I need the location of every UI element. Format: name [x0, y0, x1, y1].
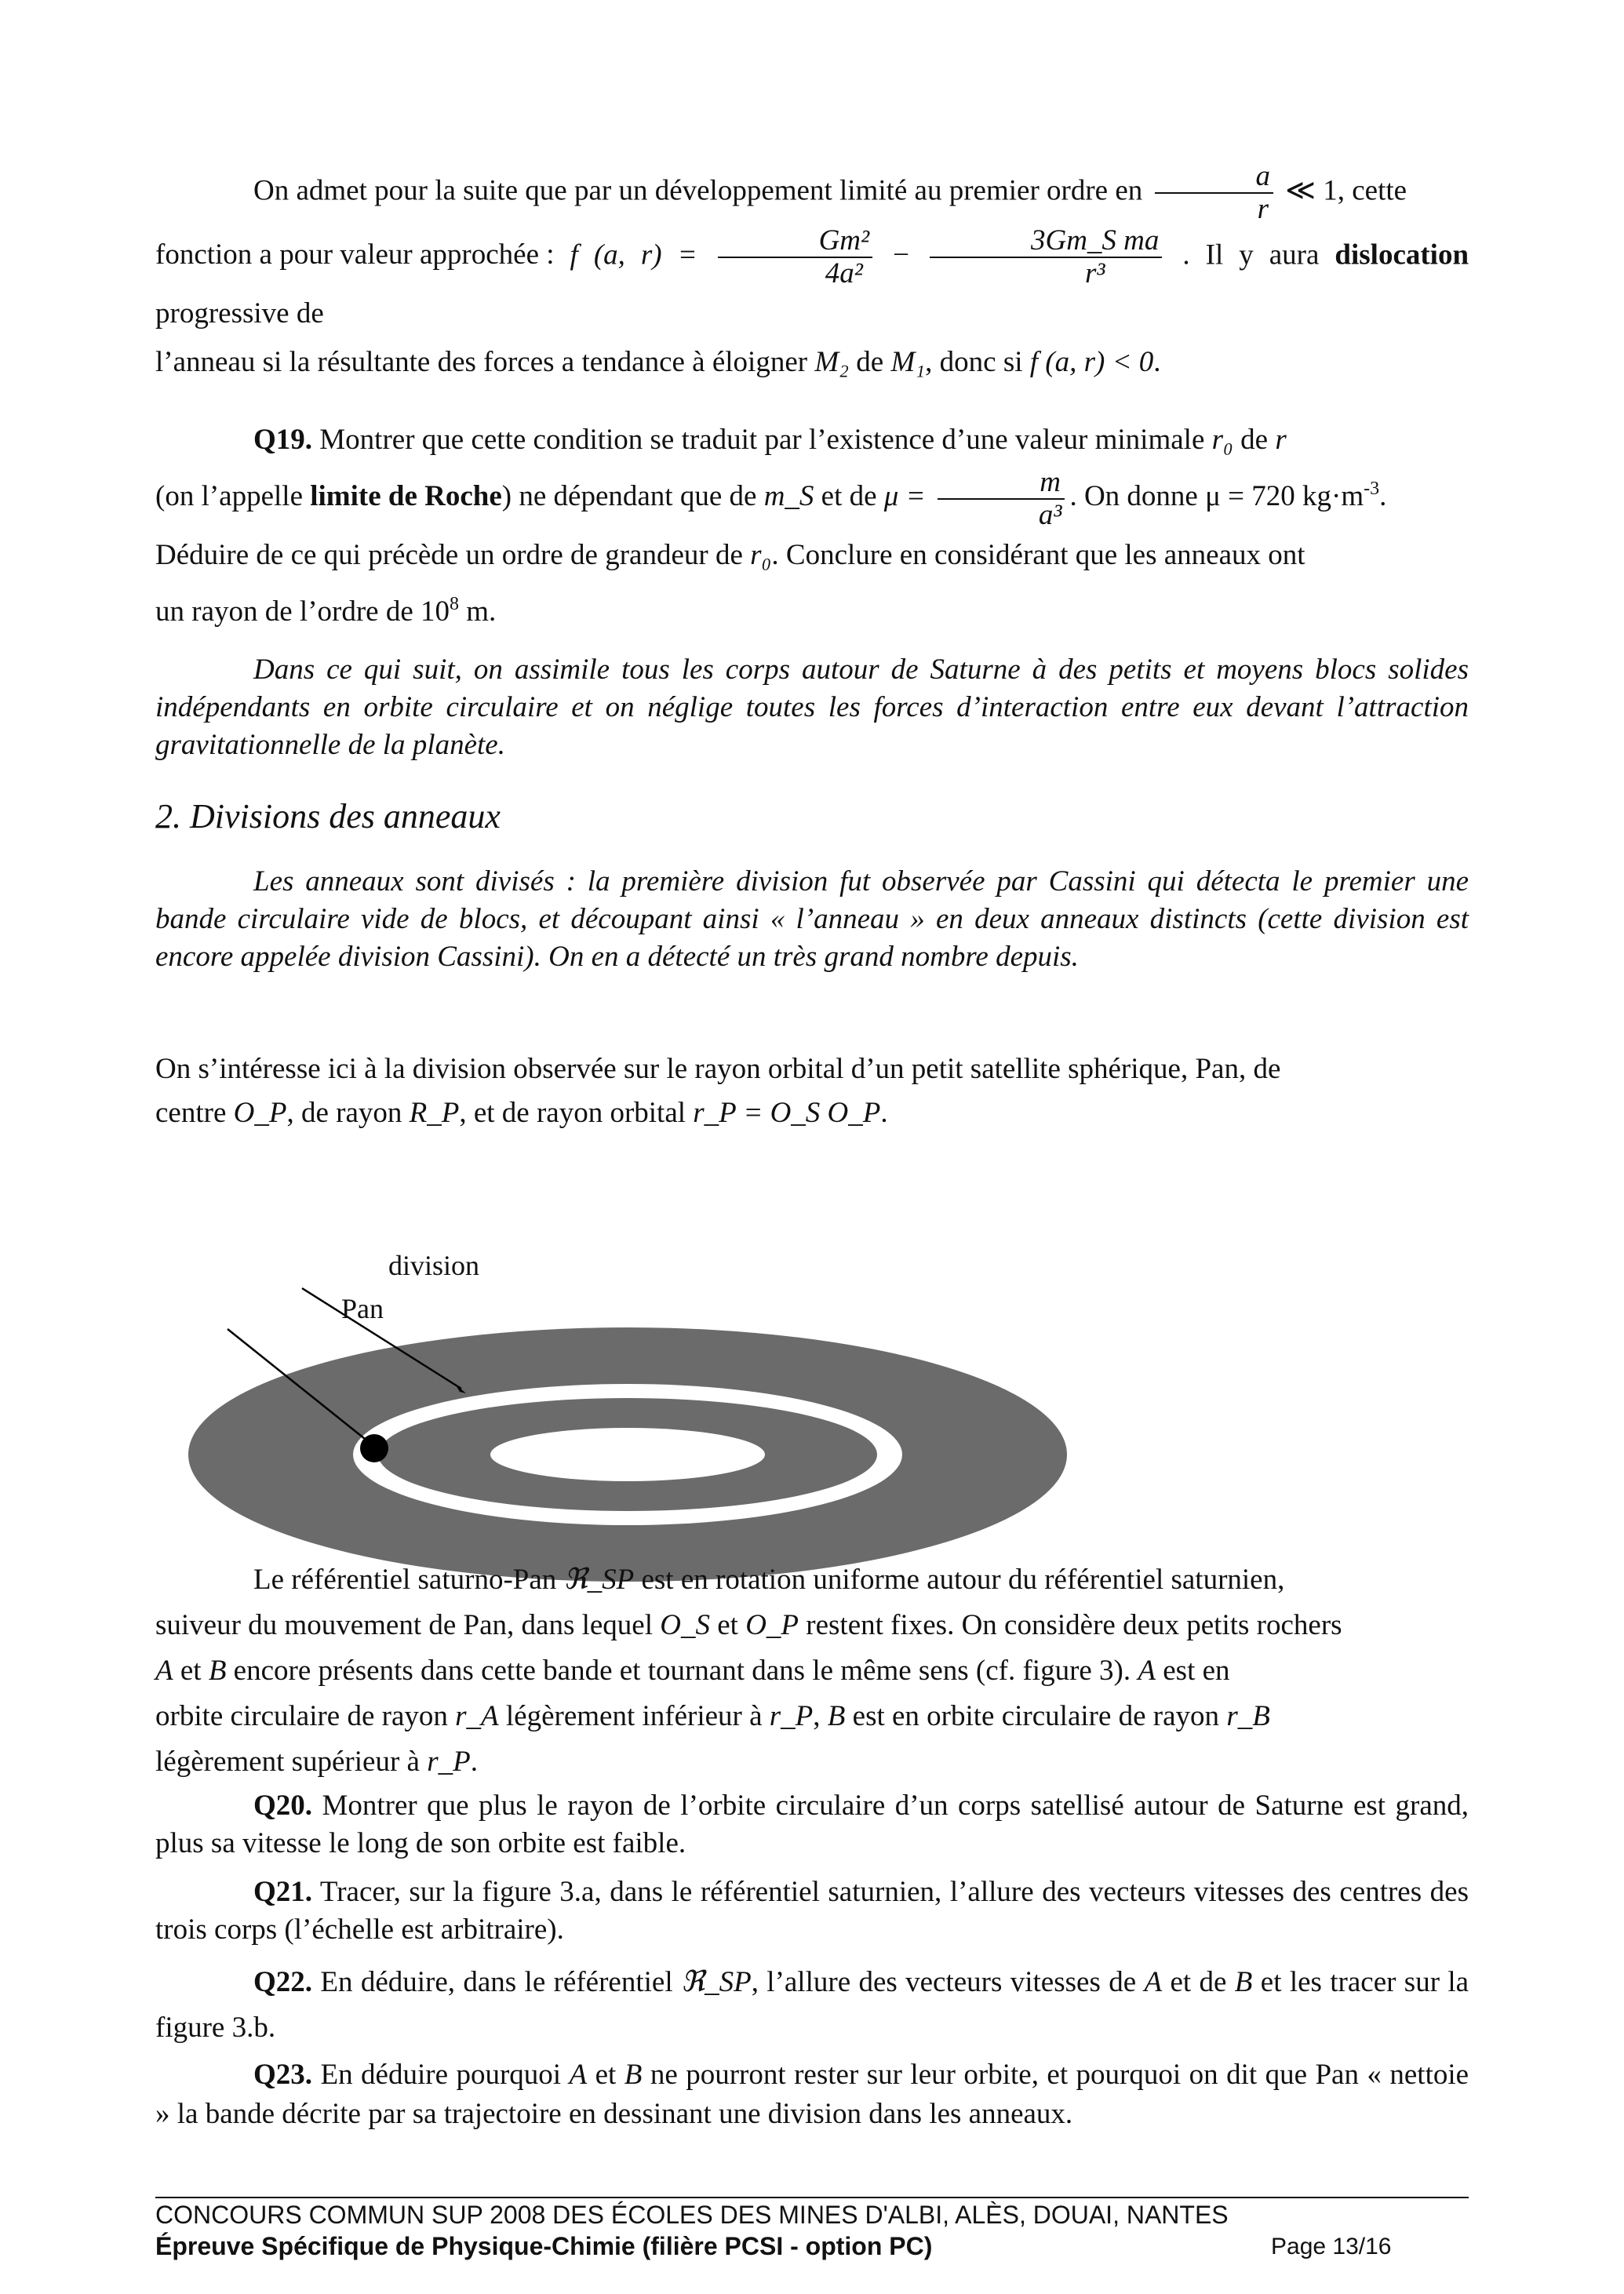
text: orbite circulaire de rayon [155, 1700, 448, 1732]
paragraph-referentiel [155, 1557, 1469, 1785]
dislocation-term: dislocation [1335, 239, 1469, 271]
text: En déduire pourquoi [320, 2059, 562, 2091]
fraction-term2: $\frac{\text{3Gm\_S ma}}{\text{r³}}$ [930, 225, 1162, 289]
text: et de [821, 480, 877, 512]
math-rP: r_P [427, 1746, 471, 1778]
roche-limit-term: limite de Roche [310, 480, 502, 512]
fraction-a-over-r: $\frac{a}{r}$ [1155, 161, 1274, 225]
footer-exam: Épreuve Spécifique de Physique-Chimie (filière PCSI - option PC) [155, 2232, 933, 2260]
text: . Il y aura [1182, 239, 1320, 271]
math-RP: R_P [409, 1097, 460, 1129]
exponent: -3 [1364, 479, 1380, 499]
text: . Conclure en considérant que les anneaux ont [771, 538, 1305, 571]
text: , l’allure des vecteurs vitesses de [751, 1966, 1137, 1998]
footer-divider [155, 2197, 1469, 2198]
fraction-mu: $\frac{m}{\text{a³}}$ [938, 467, 1065, 531]
rings-figure [180, 1247, 1067, 1585]
math-OP: O_P [233, 1097, 287, 1129]
math-R-SP: ℜ_SP [680, 1966, 752, 1998]
text: ) ne dépendant que de [501, 480, 757, 512]
text: , et de rayon orbital [459, 1097, 686, 1129]
math-A: A [1144, 1966, 1163, 1998]
math-A: A [155, 1655, 173, 1687]
section-title: 2. Divisions des anneaux [155, 797, 501, 836]
minus: − [893, 239, 909, 271]
text: , [813, 1700, 821, 1732]
text: . [880, 1097, 888, 1129]
math-rP: r_P [769, 1700, 814, 1732]
text: un rayon de l’ordre de 10 [155, 595, 450, 628]
text: (on l’appelle [155, 480, 303, 512]
question-label: Q21. [253, 1876, 313, 1908]
text: Déduire de ce qui précède un ordre de grandeur de [155, 538, 743, 571]
math-B: B [1234, 1966, 1253, 1998]
text: et les tracer sur la figure 3.b. [155, 1966, 1469, 2044]
text: et [180, 1655, 202, 1687]
text: , donc si [925, 346, 1023, 378]
question-label: Q20. [253, 1790, 313, 1822]
text: est en orbite circulaire de rayon [852, 1700, 1220, 1732]
question-q21 [155, 1873, 1469, 1949]
text: suiveur du mouvement de Pan, dans lequel [155, 1609, 654, 1641]
fraction-term1: $\frac{\text{Gm²}}{\text{4a²}}$ [718, 225, 873, 289]
text: centre [155, 1097, 227, 1129]
question-q23 [155, 2055, 1469, 2134]
question-label: Q19. [253, 424, 313, 456]
text: de [856, 346, 884, 378]
page-number: Page 13/16 [1271, 2234, 1392, 2259]
math-mu: μ = [883, 480, 926, 512]
text: et de [1170, 1966, 1227, 1998]
math-rP: r_P = O_S O_P [693, 1097, 881, 1129]
math-B: B [208, 1655, 227, 1687]
text: est en rotation uniforme autour du référentiel saturnien, [641, 1564, 1285, 1596]
text: progressive de [155, 297, 324, 330]
text: restent fixes. On considère deux petits rochers [806, 1609, 1342, 1641]
text: On s’intéresse ici à la division observée sur le rayon orbital d’un petit satellite sphérique, Pan, de [155, 1053, 1281, 1085]
math-M2: M₂ [814, 346, 850, 378]
math-r0: r₀ [1211, 424, 1233, 456]
italic-divisions: Les anneaux sont divisés : la première division fut observée par Cassini qui détecta le premier une bande circulaire vide de blocs, et découpant ainsi « l’anneau » en deux anneaux distincts (cette division est encore appelée division Cassini). On en a détecté un très grand nombre depuis. [155, 865, 1469, 973]
paragraph-approximation [155, 161, 1469, 387]
text: Montrer que cette condition se traduit par l’existence d’une valeur minimale [319, 424, 1205, 456]
math-f: f (a, r) = [570, 239, 697, 271]
paragraph-pan [155, 1047, 1469, 1135]
text: ne pourront rester sur leur orbite, et pourquoi on dit que Pan « nettoie » la bande décrite par sa trajectoire en dessinant une division dans les anneaux. [155, 2059, 1469, 2130]
math-r: r [1275, 424, 1287, 456]
question-q22 [155, 1960, 1469, 2051]
math-rB: r_B [1226, 1700, 1270, 1732]
text: ≪ 1, cette [1285, 174, 1407, 207]
text: et [595, 2059, 617, 2091]
question-q19 [155, 416, 1469, 636]
text: On admet pour la suite que par un développement limité au premier ordre en [253, 174, 1143, 207]
text: , de rayon [286, 1097, 402, 1129]
text: fonction a pour valeur approchée : [155, 239, 555, 271]
text: . [1153, 346, 1161, 378]
text: . [1379, 480, 1387, 512]
math-OS: O_S [660, 1609, 710, 1641]
question-text: Tracer, sur la figure 3.a, dans le référentiel saturnien, l’allure des vecteurs vitesses des centres des trois corps (l’échelle est arbitraire). [155, 1876, 1469, 1946]
question-label: Q23. [253, 2059, 313, 2091]
text: et [717, 1609, 738, 1641]
math-rA: r_A [455, 1700, 499, 1732]
text: En déduire, dans le référentiel [320, 1966, 673, 1998]
text: de [1240, 424, 1269, 456]
text: . On donne μ = 720 kg·m [1069, 480, 1364, 512]
text: . [470, 1746, 478, 1778]
text: est en [1163, 1655, 1230, 1687]
question-label: Q22. [253, 1966, 313, 1998]
math-condition: f (a, r) < 0 [1029, 346, 1154, 378]
math-B: B [827, 1700, 846, 1732]
math-r0: r₀ [750, 538, 772, 571]
math-B: B [624, 2059, 643, 2091]
math-A: A [1138, 1655, 1156, 1687]
pan-label: Pan [341, 1293, 384, 1324]
text: légèrement inférieur à [505, 1700, 763, 1732]
text: encore présents dans cette bande et tournant dans le même sens (cf. figure 3). [233, 1655, 1131, 1687]
footer-contest: CONCOURS COMMUN SUP 2008 DES ÉCOLES DES MINES D'ALBI, ALÈS, DOUAI, NANTES [155, 2201, 1229, 2229]
math-mS: m_S [763, 480, 814, 512]
question-text: Montrer que plus le rayon de l’orbite circulaire d’un corps satellisé autour de Saturne est grand, plus sa vitesse le long de son orbite est faible. [155, 1790, 1469, 1859]
math-R-SP: ℜ_SP [563, 1564, 635, 1596]
exponent: 8 [450, 593, 460, 614]
italic-assumption: Dans ce qui suit, on assimile tous les corps autour de Saturne à des petits et moyens blocs solides indépendants en orbite circulaire et on néglige toutes les forces d’interaction entre eux devant l’attraction gravitationnelle de la planète. [155, 654, 1469, 761]
math-M1: M₁ [890, 346, 926, 378]
math-A: A [569, 2059, 588, 2091]
text: Le référentiel saturno-Pan [253, 1564, 557, 1596]
division-label: division [388, 1250, 480, 1281]
text: légèrement supérieur à [155, 1746, 420, 1778]
question-q20 [155, 1787, 1469, 1863]
text: m. [459, 595, 497, 628]
text: l’anneau si la résultante des forces a tendance à éloigner [155, 346, 808, 378]
center-hole [490, 1428, 765, 1481]
math-OP: O_P [745, 1609, 799, 1641]
